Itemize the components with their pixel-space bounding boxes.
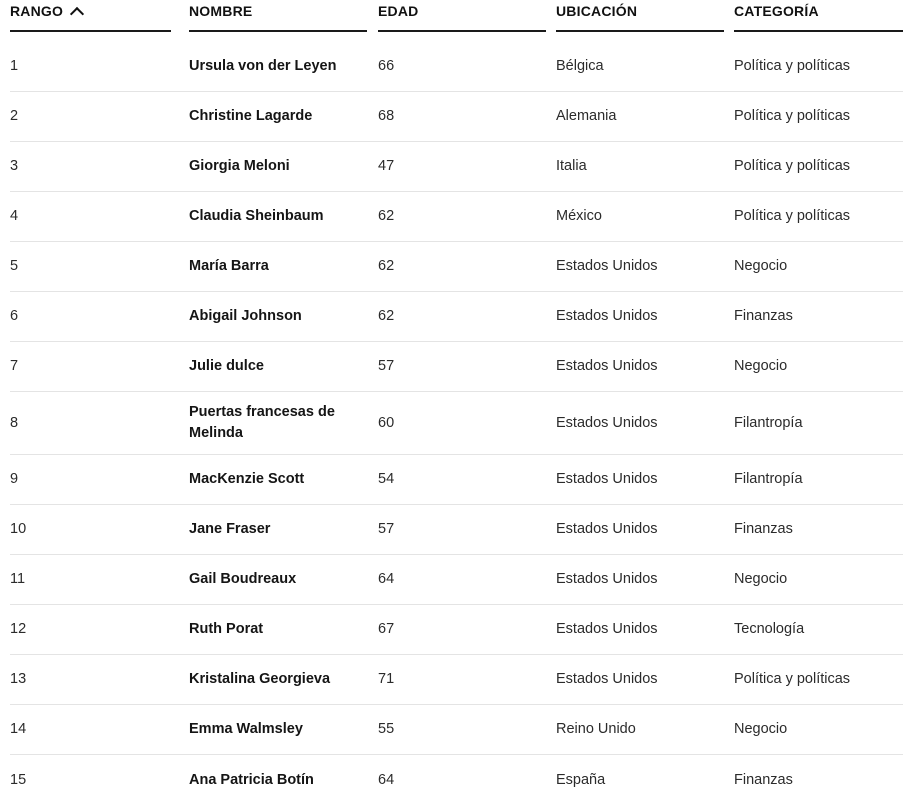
- age-cell: 62: [378, 308, 395, 324]
- column-header-location[interactable]: [556, 0, 724, 32]
- location-cell: España: [556, 771, 606, 788]
- rank-cell: 5: [10, 258, 19, 274]
- rank-cell: 7: [10, 358, 19, 374]
- age-cell: 57: [378, 358, 395, 374]
- location-cell: Reino Unido: [556, 721, 636, 737]
- table-row[interactable]: [10, 192, 903, 242]
- column-header-name[interactable]: [189, 0, 367, 32]
- location-cell: Alemania: [556, 108, 617, 124]
- location-cell: Italia: [556, 158, 587, 174]
- chevron-up-icon[interactable]: [70, 7, 84, 21]
- column-header-age[interactable]: [378, 0, 546, 32]
- column-header-age-label: EDAD: [378, 3, 419, 19]
- table-row[interactable]: [10, 555, 903, 605]
- column-header-category[interactable]: [734, 0, 903, 32]
- rank-cell: 9: [10, 471, 19, 487]
- table-row[interactable]: [10, 505, 903, 555]
- location-cell: Estados Unidos: [556, 471, 658, 487]
- age-cell: 60: [378, 414, 395, 431]
- location-cell: Estados Unidos: [556, 571, 658, 587]
- category-cell: Política y políticas: [734, 158, 851, 174]
- name-cell[interactable]: Puertas francesas de Melinda: [189, 404, 335, 441]
- name-cell[interactable]: Julie dulce: [189, 358, 264, 374]
- table-row[interactable]: [10, 242, 903, 292]
- rank-cell: 1: [10, 58, 19, 74]
- category-cell: Filantropía: [734, 471, 803, 487]
- table-row[interactable]: [10, 705, 903, 755]
- category-cell: Política y políticas: [734, 58, 851, 74]
- age-cell: 71: [378, 671, 395, 687]
- age-cell: 68: [378, 108, 395, 124]
- age-cell: 47: [378, 158, 395, 174]
- category-cell: Finanzas: [734, 308, 793, 324]
- location-cell: Estados Unidos: [556, 358, 658, 374]
- name-cell[interactable]: Emma Walmsley: [189, 721, 303, 737]
- age-cell: 54: [378, 471, 395, 487]
- rank-cell: 10: [10, 521, 27, 537]
- rank-cell: 8: [10, 414, 19, 431]
- name-cell[interactable]: Giorgia Meloni: [189, 158, 290, 174]
- rank-cell: 12: [10, 621, 27, 637]
- table-row[interactable]: [10, 92, 903, 142]
- name-cell[interactable]: Jane Fraser: [189, 521, 271, 537]
- category-cell: Política y políticas: [734, 208, 851, 224]
- location-cell: Estados Unidos: [556, 258, 658, 274]
- column-header-rank[interactable]: [10, 0, 171, 32]
- table-row[interactable]: [10, 655, 903, 705]
- rank-cell: 13: [10, 671, 27, 687]
- age-cell: 64: [378, 771, 395, 788]
- table-row[interactable]: [10, 455, 903, 505]
- name-cell[interactable]: Claudia Sheinbaum: [189, 208, 324, 224]
- location-cell: Estados Unidos: [556, 521, 658, 537]
- category-cell: Política y políticas: [734, 671, 851, 687]
- table-row[interactable]: [10, 755, 903, 805]
- category-cell: Tecnología: [734, 621, 805, 637]
- table-body: [10, 42, 903, 805]
- age-cell: 64: [378, 571, 395, 587]
- name-cell[interactable]: Abigail Johnson: [189, 308, 302, 324]
- age-cell: 62: [378, 258, 395, 274]
- table-row[interactable]: [10, 142, 903, 192]
- category-cell: Negocio: [734, 358, 788, 374]
- category-cell: Filantropía: [734, 414, 803, 431]
- name-cell[interactable]: Ursula von der Leyen: [189, 58, 337, 74]
- table-row[interactable]: [10, 392, 903, 455]
- table-row[interactable]: [10, 605, 903, 655]
- rank-cell: 4: [10, 208, 19, 224]
- rank-cell: 2: [10, 108, 19, 124]
- name-cell[interactable]: Kristalina Georgieva: [189, 671, 331, 687]
- age-cell: 57: [378, 521, 395, 537]
- age-cell: 67: [378, 621, 395, 637]
- location-cell: Bélgica: [556, 58, 604, 74]
- rank-cell: 15: [10, 771, 27, 788]
- category-cell: Política y políticas: [734, 108, 851, 124]
- name-cell[interactable]: Christine Lagarde: [189, 108, 313, 124]
- name-cell[interactable]: Ana Patricia Botín: [189, 771, 314, 788]
- table-row[interactable]: [10, 342, 903, 392]
- category-cell: Negocio: [734, 721, 788, 737]
- location-cell: Estados Unidos: [556, 621, 658, 637]
- name-cell[interactable]: Gail Boudreaux: [189, 571, 297, 587]
- location-cell: Estados Unidos: [556, 308, 658, 324]
- rank-cell: 14: [10, 721, 27, 737]
- name-cell[interactable]: MacKenzie Scott: [189, 471, 305, 487]
- category-cell: Finanzas: [734, 771, 793, 788]
- location-cell: Estados Unidos: [556, 414, 658, 431]
- age-cell: 66: [378, 58, 395, 74]
- name-cell[interactable]: María Barra: [189, 258, 269, 274]
- age-cell: 55: [378, 721, 395, 737]
- name-cell[interactable]: Ruth Porat: [189, 621, 264, 637]
- category-cell: Negocio: [734, 571, 788, 587]
- age-cell: 62: [378, 208, 395, 224]
- category-cell: Finanzas: [734, 521, 793, 537]
- column-header-category-label: CATEGORÍA: [734, 3, 819, 19]
- ranking-table: [10, 0, 903, 805]
- table-row[interactable]: [10, 292, 903, 342]
- category-cell: Negocio: [734, 258, 788, 274]
- table-header: [10, 0, 903, 32]
- rank-cell: 11: [10, 571, 26, 587]
- table-row[interactable]: [10, 42, 903, 92]
- column-header-name-label: NOMBRE: [189, 3, 253, 19]
- location-cell: Estados Unidos: [556, 671, 658, 687]
- column-header-location-label: UBICACIÓN: [556, 3, 638, 19]
- rank-cell: 3: [10, 158, 19, 174]
- column-header-rank-label: RANGO: [10, 3, 64, 19]
- location-cell: México: [556, 208, 602, 224]
- rank-cell: 6: [10, 308, 19, 324]
